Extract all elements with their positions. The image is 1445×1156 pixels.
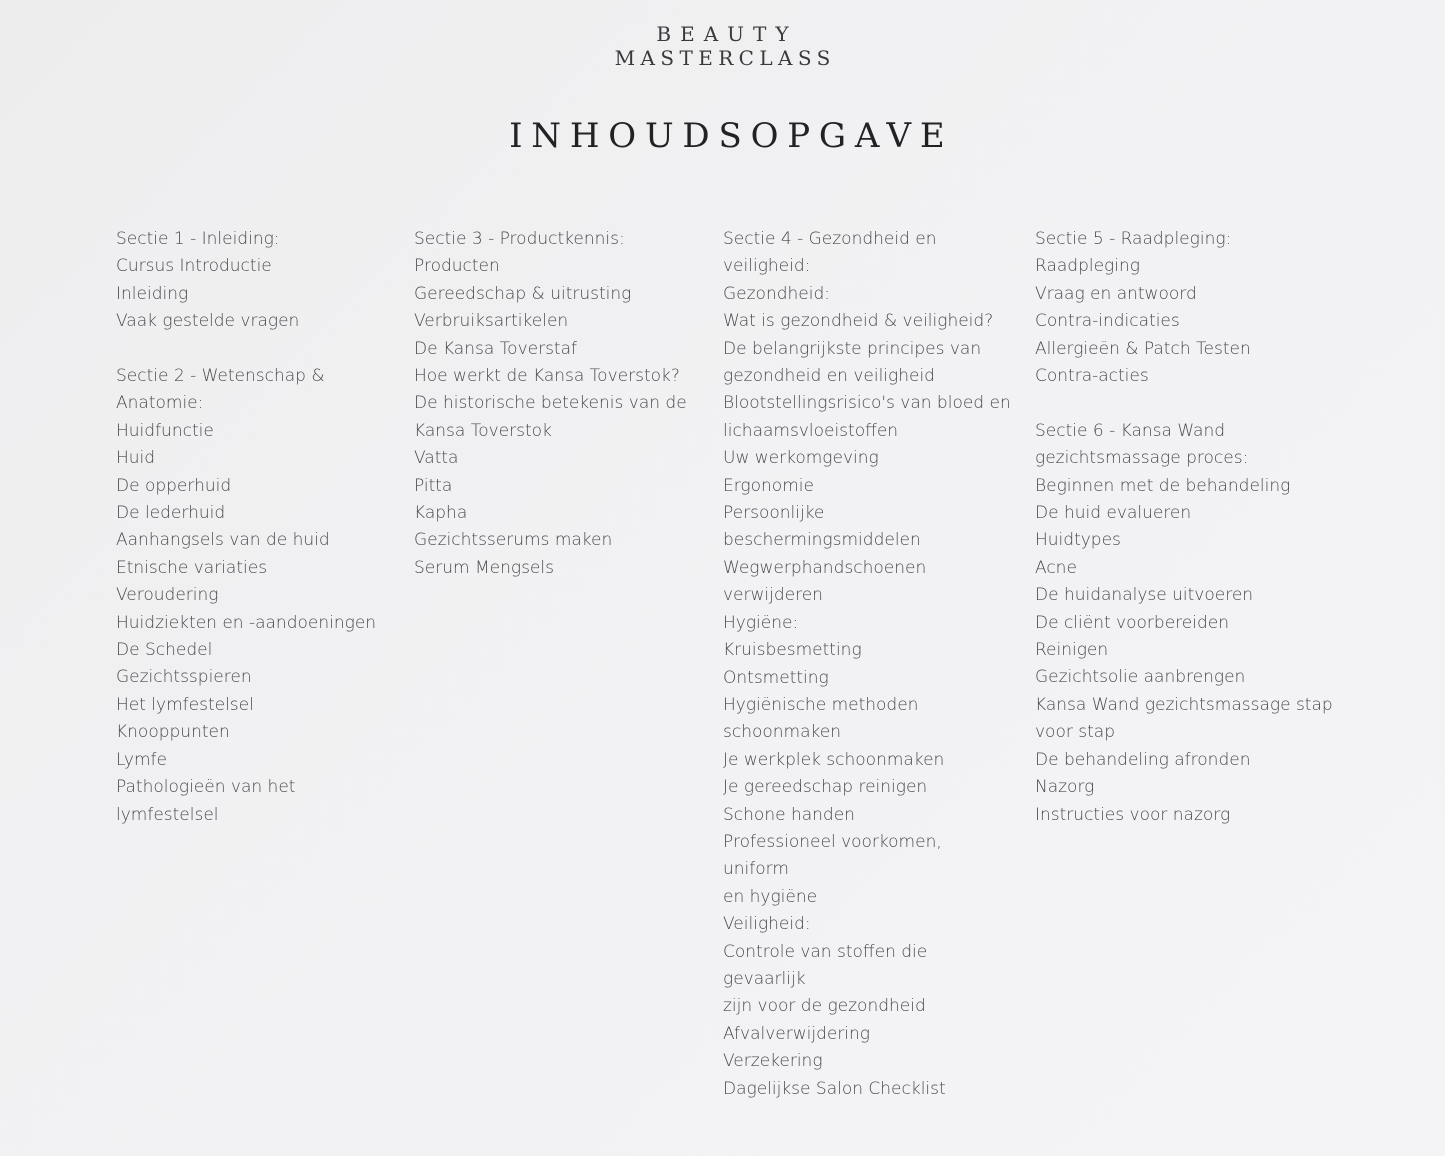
toc-entry: Huidtypes <box>1035 530 1121 551</box>
toc-entry: lichaamsvloeistoffen <box>723 420 899 441</box>
toc-entry: Uw werkomgeving <box>723 448 879 469</box>
toc-entry: Contra-acties <box>1035 366 1149 387</box>
toc-column-1 <box>116 226 401 829</box>
toc-entry: Persoonlijke <box>723 503 825 524</box>
toc-entry: Knooppunten <box>116 722 230 743</box>
toc-entry: zijn voor de gezondheid <box>723 996 926 1017</box>
toc-column-4 <box>1035 226 1335 829</box>
brand-line-1: BEAUTY <box>656 22 798 46</box>
toc-entry: beschermingsmiddelen <box>723 530 921 551</box>
toc-entry: gezichtsmassage proces: <box>1035 448 1249 469</box>
toc-entry: De historische betekenis van de <box>414 393 687 414</box>
toc-column-2 <box>414 226 694 582</box>
toc-entry: Producten <box>414 256 500 277</box>
toc-entry: De huidanalyse uitvoeren <box>1035 585 1254 606</box>
toc-section-heading: Sectie 2 - Wetenschap & <box>116 366 325 387</box>
toc-entry: Je werkplek schoonmaken <box>723 749 945 770</box>
toc-entry: Hygiënische methoden <box>723 694 919 715</box>
toc-entry: Gezichtsolie aanbrengen <box>1035 667 1246 688</box>
toc-entry: Gezichtsspieren <box>116 667 252 688</box>
toc-entry: schoonmaken <box>723 722 842 743</box>
toc-section-heading: Sectie 1 - Inleiding: <box>116 229 280 249</box>
toc-entry: De Kansa Toverstaf <box>414 338 578 359</box>
toc-column-3 <box>723 226 1013 1103</box>
toc-entry: De cliënt voorbereiden <box>1035 612 1229 633</box>
toc-entry: Kansa Toverstok <box>414 420 552 441</box>
brand-line-2: MASTERCLASS <box>614 46 836 70</box>
toc-entry: De opperhuid <box>116 475 232 496</box>
page-title: INHOUDSOPGAVE <box>509 116 954 156</box>
toc-entry: Verzekering <box>723 1051 823 1072</box>
section-spacer <box>1035 390 1335 417</box>
toc-entry: Hoe werkt de Kansa Toverstok? <box>414 366 680 387</box>
toc-entry: Cursus Introductie <box>116 256 272 277</box>
toc-entry: Gezondheid: <box>723 283 830 304</box>
toc-entry: De Schedel <box>116 640 213 661</box>
toc-entry: Etnische variaties <box>116 557 268 578</box>
toc-entry: Acne <box>1035 557 1077 578</box>
section-spacer <box>116 336 401 363</box>
toc-entry: Kruisbesmetting <box>723 640 862 661</box>
toc-entry: Pitta <box>414 475 453 496</box>
toc-entry: Anatomie: <box>116 393 204 414</box>
toc-section-heading: Sectie 5 - Raadpleging: <box>1035 229 1232 249</box>
toc-entry: Je gereedschap reinigen <box>723 777 928 798</box>
toc-entry: Contra-indicaties <box>1035 311 1180 332</box>
toc-entry: Lymfe <box>116 749 167 770</box>
toc-entry: Beginnen met de behandeling <box>1035 475 1291 496</box>
toc-entry: Veiligheid: <box>723 914 811 935</box>
toc-entry: Vatta <box>414 448 459 469</box>
toc-entry: Inleiding <box>116 283 189 304</box>
toc-entry: Gezichtsserums maken <box>414 530 613 551</box>
toc-entry: voor stap <box>1035 722 1115 743</box>
toc-entry: De belangrijkste principes van <box>723 338 982 359</box>
toc-section-heading: Sectie 3 - Productkennis: <box>414 229 625 249</box>
brand-logo <box>0 22 1445 70</box>
toc-entry: Vaak gestelde vragen <box>116 311 300 332</box>
toc-entry: Wat is gezondheid & veiligheid? <box>723 311 994 332</box>
toc-entry: Verbruiksartikelen <box>414 311 569 332</box>
toc-entry: Gereedschap & uitrusting <box>414 283 632 304</box>
toc-entry: Ergonomie <box>723 475 814 496</box>
toc-entry: Het lymfestelsel <box>116 694 254 715</box>
toc-entry: Serum Mengsels <box>414 557 554 578</box>
toc-entry: Huid <box>116 448 156 469</box>
toc-entry: De huid evalueren <box>1035 503 1192 524</box>
toc-entry: Kansa Wand gezichtsmassage stap <box>1035 694 1333 715</box>
toc-section-heading: Sectie 4 - Gezondheid en <box>723 229 937 249</box>
toc-entry: Instructies voor nazorg <box>1035 804 1231 825</box>
toc-entry: verwijderen <box>723 585 823 606</box>
toc-entry: Blootstellingsrisico's van bloed en <box>723 393 1011 414</box>
toc-entry: Huidziekten en -aandoeningen <box>116 612 377 633</box>
toc-entry: De lederhuid <box>116 503 226 524</box>
toc-section-heading: Sectie 6 - Kansa Wand <box>1035 420 1226 441</box>
toc-entry: Afvalverwijdering <box>723 1023 871 1044</box>
toc-entry: Ontsmetting <box>723 667 829 688</box>
toc-entry: veiligheid: <box>723 256 811 277</box>
toc-entry: Kapha <box>414 503 468 524</box>
toc-entry: Schone handen <box>723 804 855 825</box>
toc-entry: Reinigen <box>1035 640 1109 661</box>
toc-entry: Allergieën & Patch Testen <box>1035 338 1251 359</box>
toc-entry: Nazorg <box>1035 777 1095 798</box>
toc-entry: De behandeling afronden <box>1035 749 1251 770</box>
toc-entry: Vraag en antwoord <box>1035 283 1197 304</box>
toc-entry: Controle van stoffen die gevaarlijk <box>723 941 928 989</box>
toc-entry: Professioneel voorkomen, uniform <box>723 831 942 880</box>
toc-entry: Veroudering <box>116 585 219 606</box>
toc-entry: Wegwerphandschoenen <box>723 557 927 578</box>
toc-entry: Dagelijkse Salon Checklist <box>723 1078 946 1099</box>
toc-entry: Raadpleging <box>1035 256 1140 277</box>
toc-entry: en hygiëne <box>723 886 818 907</box>
toc-entry: Pathologieën van het lymfestelsel <box>116 777 296 825</box>
toc-entry: gezondheid en veiligheid <box>723 366 935 387</box>
toc-entry: Huidfunctie <box>116 420 214 441</box>
toc-entry: Aanhangsels van de huid <box>116 530 330 551</box>
toc-entry: Hygiëne: <box>723 612 799 633</box>
